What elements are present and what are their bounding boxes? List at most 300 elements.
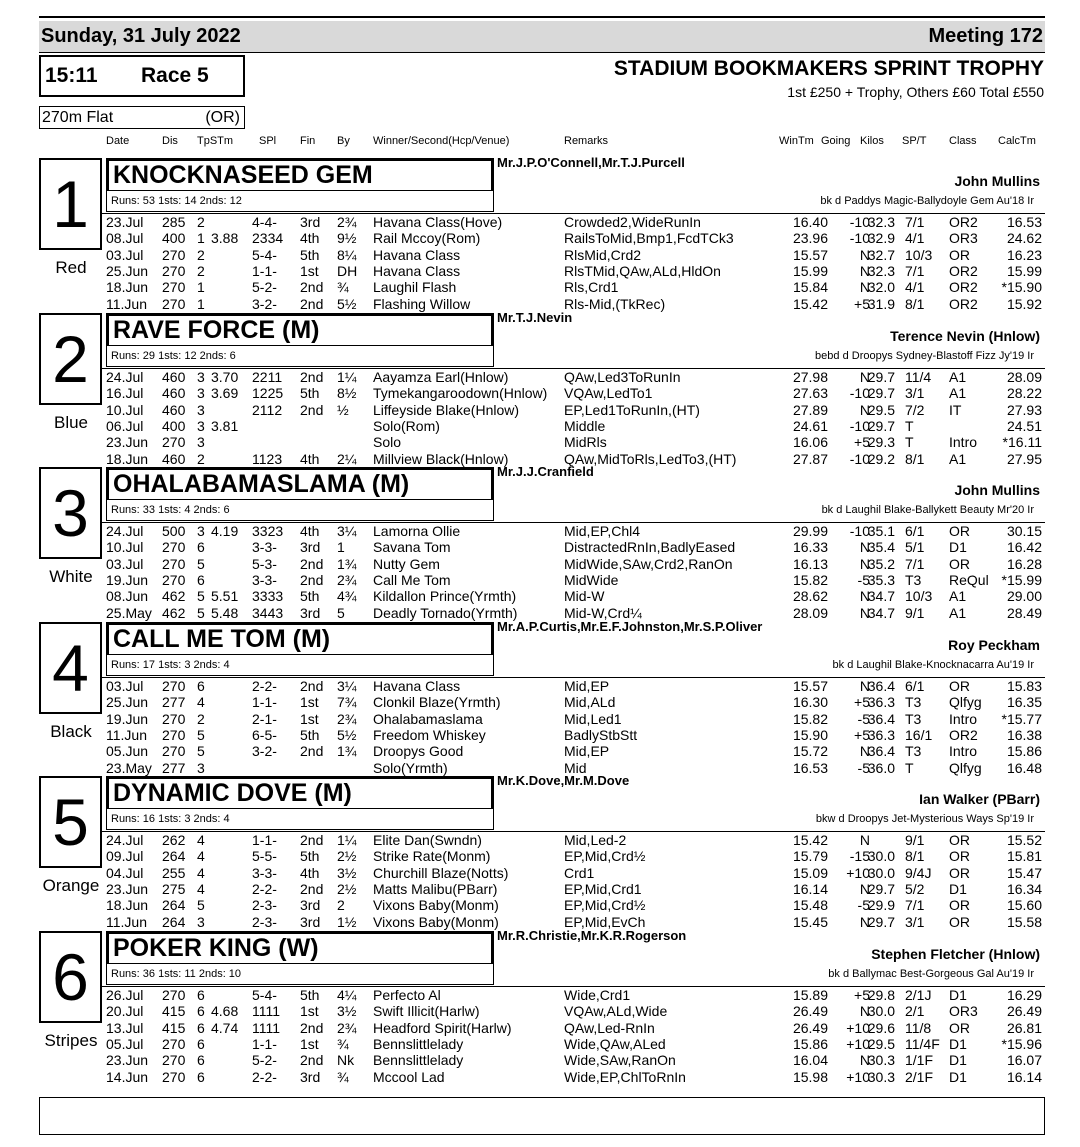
header-rule [39, 52, 1045, 53]
runner-stats: Runs: 16 1sts: 3 2nds: 4 [111, 813, 230, 825]
form-date: 23.Jun [106, 880, 149, 897]
form-date: 11.Jun [106, 726, 147, 743]
form-wintm: 15.48 [792, 897, 828, 914]
form-winner: Kildallon Prince(Yrmth) [373, 588, 517, 605]
form-winner: Havana Class(Hove) [373, 214, 503, 230]
form-wintm: 27.98 [792, 369, 828, 385]
form-wintm: 15.90 [792, 726, 828, 743]
form-tp: 3 [197, 913, 205, 930]
form-by: 2 [337, 897, 345, 914]
form-row [0, 865, 1080, 881]
form-tp: 6 [197, 1052, 205, 1069]
form-by: 4¾ [337, 588, 357, 605]
trap-number-text: 4 [52, 631, 89, 705]
form-cls: Qlfyg [949, 694, 982, 711]
form-winner: Liffeyside Blake(Hnlow) [373, 401, 520, 418]
form-winner: Freedom Whiskey [373, 726, 486, 743]
form-kilos: 35.1 [867, 523, 895, 539]
form-cls: A1 [949, 369, 967, 385]
form-kilos: 36.4 [867, 678, 895, 694]
form-fin: 2nd [300, 571, 324, 588]
form-dis: 270 [162, 262, 186, 279]
form-sp: 8/1 [905, 848, 925, 865]
form-by: 1¾ [337, 743, 357, 760]
form-row [0, 402, 1080, 418]
form-by: 3½ [337, 864, 357, 881]
form-fin: 2nd [300, 743, 324, 760]
form-remarks: Mid,ALd [564, 694, 616, 711]
form-fin: 5th [300, 987, 320, 1003]
form-wintm: 16.40 [792, 214, 828, 230]
form-spl: 2112 [252, 401, 283, 418]
runner-stats: Runs: 29 1sts: 12 2nds: 6 [111, 350, 236, 362]
form-ctm: 28.22 [1006, 385, 1042, 402]
trap-color: Orange [42, 876, 100, 895]
form-fin: 2nd [300, 401, 324, 418]
form-fin: 2nd [300, 369, 324, 385]
form-kilos: 29.7 [867, 417, 895, 434]
form-wintm: 15.45 [792, 913, 828, 930]
form-winner: Vixons Baby(Monm) [373, 913, 499, 930]
form-remarks: Rls,Crd1 [564, 279, 619, 296]
form-stm: 3.69 [211, 385, 239, 402]
form-dis: 460 [162, 401, 186, 418]
form-cls: OR2 [949, 279, 978, 296]
form-cls: A1 [949, 385, 967, 402]
form-spl: 1111 [252, 1019, 281, 1036]
form-cls: Intro [949, 434, 978, 451]
form-row [0, 881, 1080, 897]
form-row [0, 897, 1080, 913]
form-winner: Ohalabamaslama [373, 710, 483, 727]
form-row [0, 263, 1080, 279]
runner-stats: Runs: 53 1sts: 14 2nds: 12 [111, 195, 242, 207]
form-kilos: 29.7 [867, 369, 895, 385]
form-sp: 7/1 [905, 897, 925, 914]
form-spl: 1-1- [252, 694, 277, 711]
form-wintm: 15.82 [792, 710, 828, 727]
form-by: 3½ [337, 1003, 357, 1020]
form-cls: OR [949, 864, 970, 881]
form-by: 1¼ [337, 369, 357, 385]
form-remarks: Mid,Led1 [564, 710, 622, 727]
form-winner: Rail Mccoy(Rom) [373, 230, 481, 247]
form-date: 09.Jul [106, 848, 144, 865]
form-remarks: Crd1 [564, 864, 595, 881]
form-cls: OR [949, 246, 970, 263]
form-spl: 2-3- [252, 913, 277, 930]
form-dis: 500 [162, 523, 186, 539]
footer-box [39, 1097, 1045, 1135]
form-cls: OR [949, 1019, 970, 1036]
runner-name: DYNAMIC DOVE (M) [107, 777, 493, 809]
form-dis: 400 [162, 230, 186, 247]
form-remarks: RailsToMid,Bmp1,FcdTCk3 [564, 230, 734, 247]
runner-name-box [106, 776, 494, 830]
form-dis: 270 [162, 726, 186, 743]
form-date: 10.Jul [106, 539, 144, 556]
form-date: 25.Jun [106, 694, 149, 711]
form-kilos: 29.5 [867, 1035, 895, 1052]
form-tp: 3 [197, 385, 205, 402]
form-by: 1½ [337, 913, 357, 930]
form-row [0, 279, 1080, 295]
form-remarks: Mid,EP [564, 678, 610, 694]
form-ctm: *16.11 [1002, 434, 1042, 451]
form-sp: T3 [905, 694, 922, 711]
form-row [0, 523, 1080, 539]
form-dis: 270 [162, 555, 186, 572]
form-sp: 4/1 [905, 230, 925, 247]
trap-number-text: 1 [52, 167, 89, 241]
form-sp: 6/1 [905, 523, 925, 539]
form-remarks: EP,Led1ToRunIn,(HT) [564, 401, 700, 418]
form-fin: 1st [300, 262, 319, 279]
form-winner: Lamorna Ollie [373, 523, 461, 539]
col-dis: Dis [162, 135, 178, 147]
form-ctm: 16.48 [1006, 759, 1042, 776]
form-sp: 11/4F [905, 1035, 940, 1052]
runner-trainer: Terence Nevin (Hnlow) [890, 328, 1040, 344]
form-winner: Swift Illicit(Harlw) [373, 1003, 480, 1020]
form-date: 24.Jul [106, 832, 144, 848]
form-winner: Headford Spirit(Harlw) [373, 1019, 512, 1036]
runner-breeding: bk d Laughil Blake-Knocknacarra Au'19 Ir [832, 659, 1034, 671]
form-cls: OR [949, 832, 970, 848]
form-ctm: 16.14 [1006, 1068, 1042, 1085]
form-winner: Elite Dan(Swndn) [373, 832, 482, 848]
race-number: Race 5 [141, 64, 209, 87]
form-going: -5 [857, 759, 870, 776]
form-going: +10 [846, 1035, 870, 1052]
form-going: N [859, 913, 870, 930]
form-tp: 5 [197, 588, 205, 605]
form-winner: Bennslittlelady [373, 1052, 464, 1069]
form-going: N [859, 555, 870, 572]
form-dis: 270 [162, 434, 186, 451]
form-tp: 3 [197, 369, 205, 385]
form-date: 25.Jun [106, 262, 149, 279]
form-winner: Solo [373, 434, 402, 451]
trap-color: Black [50, 722, 92, 741]
form-dis: 285 [162, 214, 186, 230]
form-tp: 6 [197, 1003, 205, 1020]
runner-block [0, 310, 1080, 467]
form-sp: 8/1 [905, 450, 925, 467]
trap-number-text: 6 [52, 940, 89, 1014]
form-going: +10 [846, 864, 870, 881]
runner-name: RAVE FORCE (M) [107, 314, 493, 346]
runner-owner: Mr.A.P.Curtis,Mr.E.F.Johnston,Mr.S.P.Oliver [497, 619, 763, 634]
form-wintm: 28.62 [792, 588, 828, 605]
trap-color: Blue [53, 413, 89, 432]
form-remarks: Wide,EP,ChlToRnIn [564, 1068, 686, 1085]
form-fin: 2nd [300, 832, 324, 848]
form-going: +5 [854, 694, 870, 711]
form-row [0, 1052, 1080, 1068]
form-by: 8½ [337, 385, 357, 402]
form-row [0, 832, 1080, 848]
form-row [0, 743, 1080, 759]
form-fin: 3rd [300, 604, 321, 621]
form-dis: 270 [162, 1068, 186, 1085]
form-tp: 6 [197, 1035, 205, 1052]
form-sp: 2/1 [905, 1003, 925, 1020]
form-fin: 4th [300, 450, 320, 467]
form-kilos: 29.7 [867, 913, 895, 930]
form-sp: T3 [905, 571, 922, 588]
form-sp: 10/3 [905, 246, 933, 263]
form-by: 1¾ [337, 555, 357, 572]
form-wintm: 15.89 [792, 987, 828, 1003]
form-sp: 9/1 [905, 604, 925, 621]
form-cls: Qlfyg [949, 759, 982, 776]
form-remarks: Crowded2,WideRunIn [564, 214, 701, 230]
form-wintm: 15.98 [792, 1068, 828, 1085]
runner-breeding: bk d Ballymac Best-Gorgeous Gal Au'19 Ir [828, 968, 1034, 980]
form-wintm: 16.33 [792, 539, 828, 556]
form-tp: 2 [197, 710, 205, 727]
form-row [0, 434, 1080, 450]
form-spl: 2334 [252, 230, 284, 247]
form-by: Nk [337, 1052, 355, 1069]
form-dis: 262 [162, 832, 186, 848]
form-cls: OR2 [949, 214, 978, 230]
runner-stats: Runs: 36 1sts: 11 2nds: 10 [111, 968, 242, 980]
form-by: DH [337, 262, 358, 279]
form-ctm: 16.23 [1006, 246, 1042, 263]
form-spl: 2-2- [252, 880, 277, 897]
form-kilos: 32.3 [867, 262, 895, 279]
form-wintm: 16.13 [792, 555, 828, 572]
form-winner: Millview Black(Hnlow) [373, 450, 509, 467]
meeting-number: Meeting 172 [928, 25, 1043, 47]
form-dis: 277 [162, 694, 186, 711]
form-fin: 2nd [300, 1019, 324, 1036]
form-kilos: 29.2 [867, 450, 895, 467]
form-winner: Nutty Gem [373, 555, 440, 572]
form-remarks: QAw,MidToRls,LedTo3,(HT) [564, 450, 737, 467]
form-stm: 3.81 [211, 417, 239, 434]
form-fin: 2nd [300, 279, 324, 296]
form-going: N [859, 539, 870, 556]
form-cls: Intro [949, 710, 978, 727]
form-date: 11.Jun [106, 295, 147, 312]
form-ctm: 27.95 [1006, 450, 1042, 467]
form-tp: 5 [197, 604, 205, 621]
runner-block [0, 773, 1080, 930]
form-cls: ReQul [949, 571, 989, 588]
form-going: N [859, 588, 870, 605]
form-tp: 3 [197, 434, 205, 451]
form-sp: 3/1 [905, 913, 925, 930]
form-fin: 4th [300, 230, 320, 247]
form-kilos: 31.9 [867, 295, 895, 312]
form-remarks: RlsTMid,QAw,ALd,HldOn [564, 262, 721, 279]
col-wintm: WinTm [779, 135, 814, 147]
form-wintm: 15.79 [792, 848, 828, 865]
form-fin: 2nd [300, 1052, 324, 1069]
form-by: 3¼ [337, 523, 357, 539]
form-cls: OR2 [949, 726, 978, 743]
form-cls: OR3 [949, 230, 978, 247]
form-remarks: Wide,Crd1 [564, 987, 631, 1003]
form-by: 1 [337, 539, 345, 556]
form-by: 1¼ [337, 832, 357, 848]
form-dis: 264 [162, 848, 186, 865]
trap-number-text: 2 [52, 322, 89, 396]
form-winner: Solo(Yrmth) [373, 759, 448, 776]
runner-name: CALL ME TOM (M) [107, 623, 493, 655]
form-fin: 1st [300, 1003, 319, 1020]
form-cls: OR [949, 678, 970, 694]
meeting-date: Sunday, 31 July 2022 [41, 25, 241, 47]
form-winner: Tymekangaroodown(Hnlow) [373, 385, 548, 402]
form-kilos: 30.0 [867, 864, 895, 881]
form-going: +5 [854, 987, 870, 1003]
form-winner: Flashing Willow [373, 295, 471, 312]
form-spl: 3-2- [252, 743, 277, 760]
form-date: 23.Jul [106, 214, 144, 230]
form-tp: 6 [197, 678, 205, 694]
form-by: 5½ [337, 726, 357, 743]
form-ctm: 16.34 [1006, 880, 1042, 897]
form-row [0, 418, 1080, 434]
runner-owner: Mr.T.J.Nevin [497, 310, 573, 325]
form-sp: 7/1 [905, 262, 925, 279]
form-kilos: 35.2 [867, 555, 895, 572]
form-kilos: 35.3 [867, 571, 895, 588]
col-date: Date [106, 135, 130, 147]
form-row [0, 1020, 1080, 1036]
form-spl: 1111 [252, 1003, 281, 1020]
form-ctm: 28.49 [1006, 604, 1042, 621]
form-remarks: Wide,QAw,ALed [564, 1035, 666, 1052]
runner-stats: Runs: 17 1sts: 3 2nds: 4 [111, 659, 230, 671]
form-ctm: 16.53 [1006, 214, 1042, 230]
form-wintm: 15.42 [792, 295, 828, 312]
form-remarks: Mid-W [564, 588, 605, 605]
runner-trainer: John Mullins [954, 482, 1040, 498]
form-by: 4¼ [337, 987, 357, 1003]
form-tp: 2 [197, 214, 205, 230]
col-spl: SPl [259, 135, 277, 147]
form-going: +10 [846, 1068, 870, 1085]
trap-number-text: 5 [52, 785, 89, 859]
form-by: 2¼ [337, 450, 357, 467]
form-cls: D1 [949, 880, 967, 897]
form-going: N [859, 246, 870, 263]
form-row [0, 1069, 1080, 1085]
form-date: 03.Jul [106, 678, 144, 694]
form-remarks: EP,Mid,Crd1 [564, 880, 642, 897]
form-winner: Mccool Lad [373, 1068, 445, 1085]
form-row [0, 727, 1080, 743]
form-by: 2½ [337, 880, 357, 897]
form-sp: 10/3 [905, 588, 933, 605]
form-ctm: 15.92 [1006, 295, 1042, 312]
col-remarks: Remarks [564, 135, 609, 147]
form-spl: 1-1- [252, 1035, 277, 1052]
form-kilos: 30.0 [867, 1003, 895, 1020]
form-dis: 255 [162, 864, 186, 881]
form-sp: T3 [905, 743, 922, 760]
form-spl: 3443 [252, 604, 284, 621]
form-sp: T [905, 759, 914, 776]
form-tp: 2 [197, 262, 205, 279]
form-winner: Aayamza Earl(Hnlow) [373, 369, 509, 385]
form-cls: Intro [949, 743, 978, 760]
form-wintm: 15.99 [792, 262, 828, 279]
runner-name: OHALABAMASLAMA (M) [107, 468, 493, 500]
form-row [0, 588, 1080, 604]
form-dis: 270 [162, 1035, 186, 1052]
form-wintm: 16.53 [792, 759, 828, 776]
form-going: -10 [849, 214, 870, 230]
form-sp: 16/1 [905, 726, 933, 743]
form-tp: 6 [197, 987, 205, 1003]
form-remarks: QAw,Led-RnIn [564, 1019, 655, 1036]
form-remarks: EP,Mid,Crd½ [564, 848, 646, 865]
trap-color: Red [55, 258, 87, 277]
form-remarks: VQAw,ALd,Wide [564, 1003, 668, 1020]
form-date: 05.Jun [106, 743, 149, 760]
form-ctm: 15.99 [1006, 262, 1042, 279]
form-remarks: Mid [564, 759, 587, 776]
runner-owner: Mr.J.J.Cranfield [497, 464, 594, 479]
form-by: 2¾ [337, 710, 357, 727]
form-cls: A1 [949, 450, 967, 467]
form-dis: 462 [162, 604, 186, 621]
form-tp: 4 [197, 848, 205, 865]
form-date: 20.Jul [106, 1003, 144, 1020]
form-dis: 400 [162, 417, 186, 434]
form-going: -10 [849, 523, 870, 539]
form-tp: 4 [197, 880, 205, 897]
form-row [0, 385, 1080, 401]
form-kilos: 36.0 [867, 759, 895, 776]
form-going: -10 [849, 385, 870, 402]
form-wintm: 24.61 [792, 417, 828, 434]
form-wintm: 16.06 [792, 434, 828, 451]
form-cls: A1 [949, 588, 967, 605]
form-date: 08.Jul [106, 230, 144, 247]
form-cls: D1 [949, 539, 967, 556]
trap-number-text: 3 [52, 476, 89, 550]
form-fin: 1st [300, 694, 319, 711]
form-kilos: 32.0 [867, 279, 895, 296]
form-stm: 4.68 [211, 1003, 239, 1020]
form-ctm: 24.62 [1006, 230, 1042, 247]
form-date: 19.Jun [106, 710, 149, 727]
form-going: N [859, 678, 870, 694]
form-ctm: *15.99 [1001, 571, 1042, 588]
form-kilos: 30.0 [867, 848, 895, 865]
form-kilos: 32.9 [867, 230, 895, 247]
race-distance: 270m Flat [42, 108, 114, 126]
form-fin: 1st [300, 710, 319, 727]
form-remarks: Mid,EP,Chl4 [564, 523, 641, 539]
form-sp: 7/1 [905, 214, 925, 230]
form-ctm: 16.42 [1006, 539, 1042, 556]
form-row [0, 678, 1080, 694]
form-tp: 4 [197, 694, 205, 711]
runner-breeding: bebd d Droopys Sydney-Blastoff Fizz Jy'19 Ir [815, 350, 1034, 362]
form-row [0, 711, 1080, 727]
form-winner: Clonkil Blaze(Yrmth) [373, 694, 501, 711]
form-cls: D1 [949, 1035, 967, 1052]
form-fin: 3rd [300, 897, 321, 914]
